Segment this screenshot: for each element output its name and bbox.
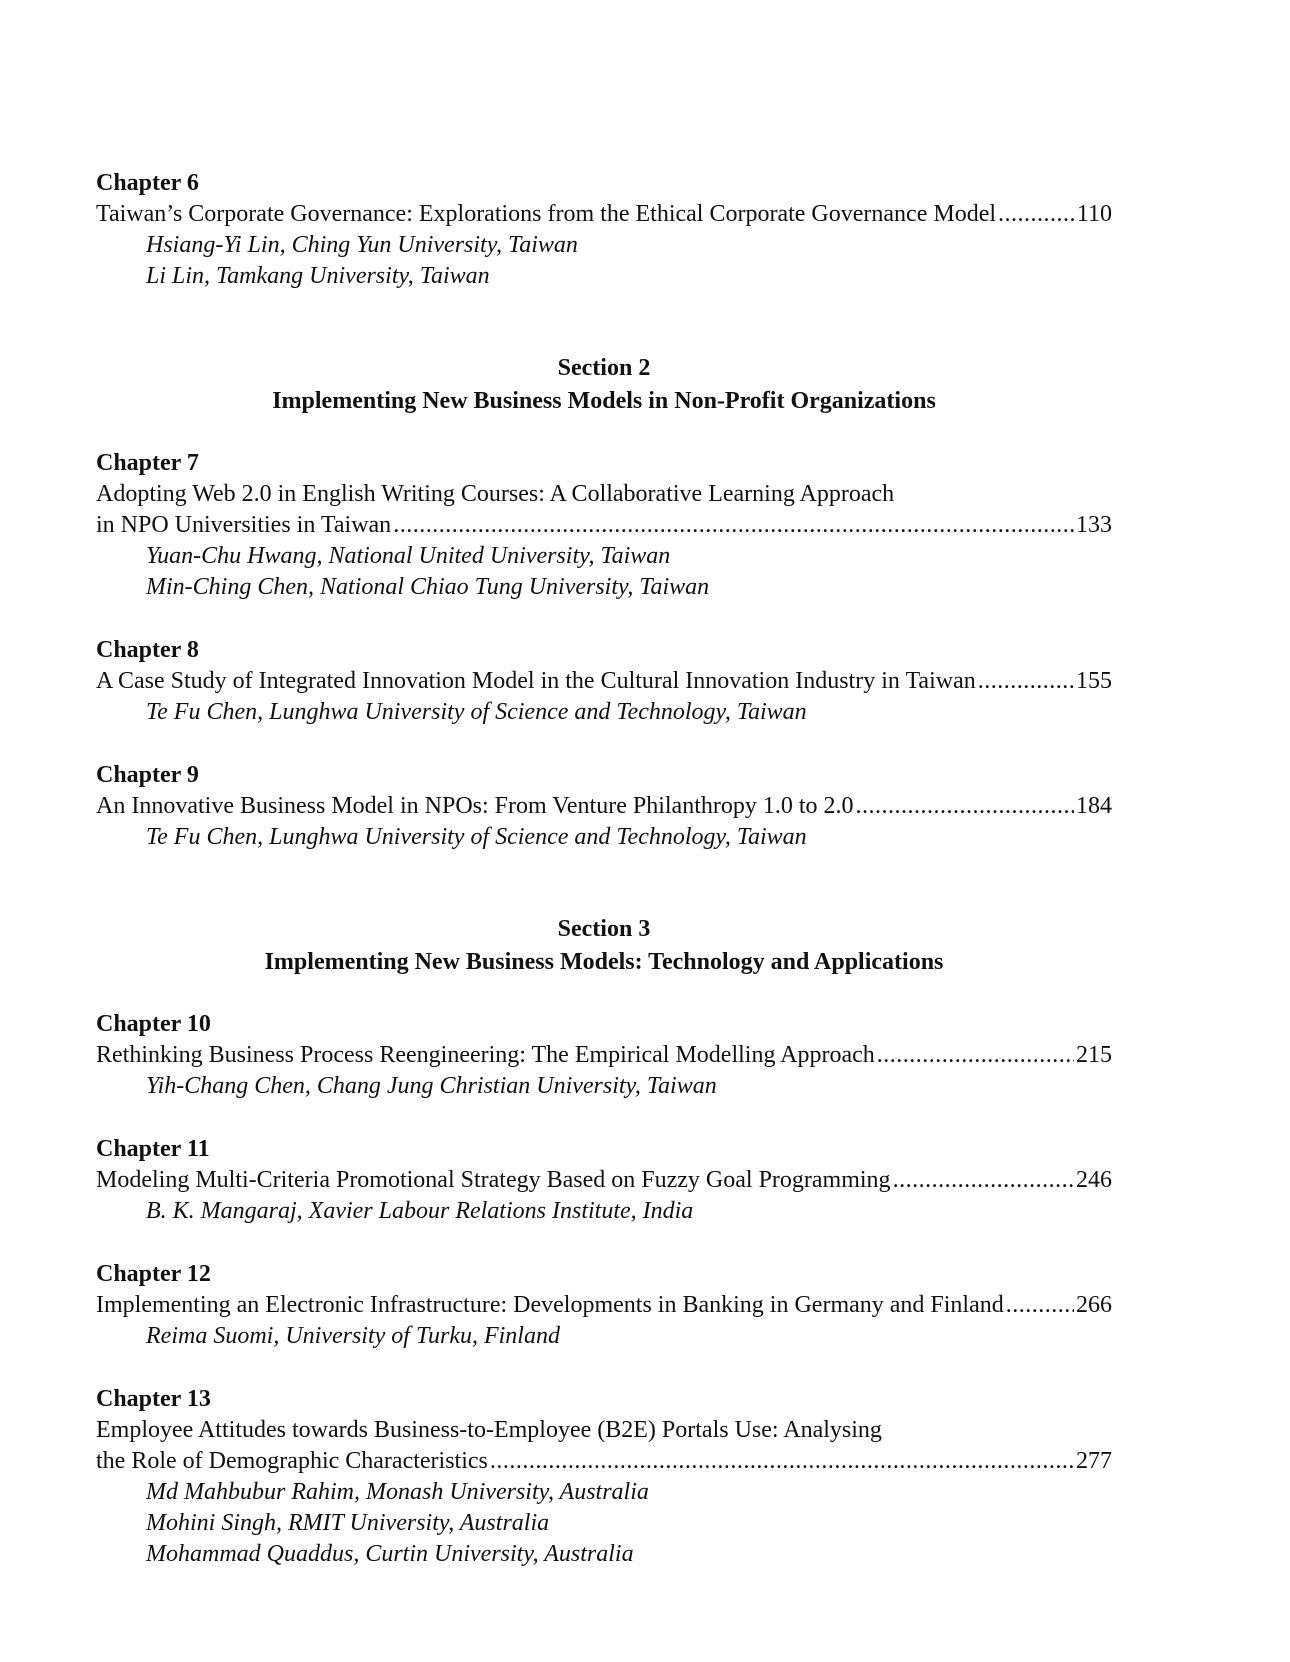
chapter-author: Mohini Singh, RMIT University, Australia — [146, 1510, 550, 1536]
chapter-title — [96, 666, 1112, 697]
toc-page — [96, 168, 1112, 1570]
chapter-label: Chapter 11 — [96, 1136, 210, 1162]
chapter-label: Chapter 9 — [96, 762, 199, 788]
chapter-author: Md Mahbubur Rahim, Monash University, Australia — [146, 1479, 649, 1505]
chapter-label: Chapter 10 — [96, 1011, 211, 1037]
dot-leader — [490, 1446, 1074, 1477]
chapter-title-text: Rethinking Business Process Reengineering: The Empirical Modelling Approach — [96, 1042, 875, 1068]
toc-chapter-13[interactable] — [96, 1384, 1112, 1570]
chapter-author: Hsiang-Yi Lin, Ching Yun University, Taiwan — [146, 232, 578, 258]
page-number: 133 — [1076, 512, 1112, 538]
chapter-author: Reima Suomi, University of Turku, Finland — [146, 1323, 560, 1349]
chapter-title-text: Implementing an Electronic Infrastructure: Developments in Banking in Germany and Finland — [96, 1292, 1004, 1318]
toc-section-2 — [96, 352, 1112, 418]
page-number: 215 — [1076, 1042, 1112, 1068]
chapter-title-text: the Role of Demographic Characteristics — [96, 1448, 488, 1474]
chapter-author: Yuan-Chu Hwang, National United University, Taiwan — [146, 543, 671, 569]
page-number: 246 — [1076, 1167, 1112, 1193]
chapter-title-text: A Case Study of Integrated Innovation Model in the Cultural Innovation Industry in Taiwan — [96, 668, 976, 694]
chapter-title — [96, 1446, 1112, 1477]
toc-chapter-9[interactable] — [96, 760, 1112, 853]
chapter-title — [96, 1040, 1112, 1071]
chapter-label: Chapter 8 — [96, 637, 199, 663]
chapter-title-text: Taiwan’s Corporate Governance: Explorations from the Ethical Corporate Governance Model — [96, 201, 997, 227]
dot-leader — [393, 510, 1074, 541]
chapter-label: Chapter 7 — [96, 450, 199, 476]
chapter-author: B. K. Mangaraj, Xavier Labour Relations Institute, India — [146, 1198, 694, 1224]
chapter-author: Te Fu Chen, Lunghwa University of Science and Technology, Taiwan — [146, 824, 807, 850]
toc-section-3 — [96, 913, 1112, 979]
chapter-title-text: in NPO Universities in Taiwan — [96, 512, 392, 538]
chapter-label: Chapter 13 — [96, 1386, 211, 1412]
chapter-title-text: Modeling Multi-Criteria Promotional Strategy Based on Fuzzy Goal Programming — [96, 1167, 891, 1193]
dot-leader — [1006, 1290, 1074, 1321]
toc-chapter-8[interactable] — [96, 635, 1112, 728]
chapter-title — [96, 510, 1112, 541]
section-label: Section 3 — [557, 916, 651, 942]
chapter-author: Te Fu Chen, Lunghwa University of Science and Technology, Taiwan — [146, 699, 807, 725]
chapter-label: Chapter 12 — [96, 1261, 211, 1287]
dot-leader — [978, 666, 1074, 697]
chapter-author: Mohammad Quaddus, Curtin University, Australia — [146, 1541, 634, 1567]
chapter-title — [96, 1165, 1112, 1196]
toc-chapter-6[interactable] — [96, 168, 1112, 292]
dot-leader — [856, 791, 1074, 822]
chapter-label: Chapter 6 — [96, 170, 199, 196]
page-number: 184 — [1076, 793, 1112, 819]
dot-leader — [877, 1040, 1074, 1071]
chapter-author: Min-Ching Chen, National Chiao Tung University, Taiwan — [146, 574, 710, 600]
chapter-title — [96, 199, 1112, 230]
toc-chapter-11[interactable] — [96, 1134, 1112, 1227]
section-title: Implementing New Business Models in Non-Profit Organizations — [272, 388, 936, 414]
chapter-title-line: Employee Attitudes towards Business-to-Employee (B2E) Portals Use: Analysing — [96, 1417, 882, 1443]
dot-leader — [893, 1165, 1074, 1196]
chapter-author: Li Lin, Tamkang University, Taiwan — [146, 263, 490, 289]
section-label: Section 2 — [557, 355, 651, 381]
chapter-author: Yih-Chang Chen, Chang Jung Christian University, Taiwan — [146, 1073, 717, 1099]
chapter-title-line: Adopting Web 2.0 in English Writing Courses: A Collaborative Learning Approach — [96, 481, 895, 507]
toc-chapter-12[interactable] — [96, 1259, 1112, 1352]
section-title: Implementing New Business Models: Technology and Applications — [264, 949, 944, 975]
chapter-title — [96, 1290, 1112, 1321]
toc-chapter-7[interactable] — [96, 448, 1112, 603]
page-number: 155 — [1076, 668, 1112, 694]
page-number: 110 — [1076, 201, 1112, 227]
page-number: 266 — [1076, 1292, 1112, 1318]
chapter-title-text: An Innovative Business Model in NPOs: From Venture Philanthropy 1.0 to 2.0 — [96, 793, 854, 819]
page-number: 277 — [1076, 1448, 1112, 1474]
dot-leader — [998, 199, 1075, 230]
toc-chapter-10[interactable] — [96, 1009, 1112, 1102]
chapter-title — [96, 791, 1112, 822]
